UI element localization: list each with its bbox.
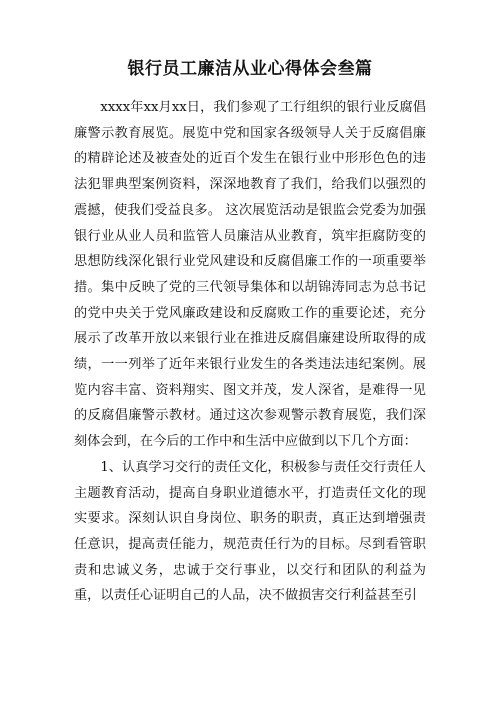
body-paragraph-2: 1、认真学习交行的责任文化，积极参与责任交行责任人主题教育活动，提高自身职业道德水平，打造责任文化的现实要求。深刻认识自身岗位、职务的职责，真正达到增强责任意识，提高责任能力，规范责任行为的目标。尽到看管职责和忠诚义务，忠诚于交行事业，以交行和团队的利益为重，以责任心证明自己的人品，决不做损害交行利益甚至引 — [74, 459, 426, 604]
document-title: 银行员工廉洁从业心得体会叁篇 — [127, 59, 373, 79]
document-body — [74, 95, 426, 609]
body-paragraph-1: xxxx年xx月xx日，我们参观了工行组织的银行业反腐倡廉警示教育展览。展览中党和国家各级领导人关于反腐倡廉的精辟论述及被查处的近百个发生在银行业中形形色色的违法犯罪典型案例资料，深深地教育了我们，给我们以强烈的震撼，使我们受益良多。 这次展览活动是银监会党委为加强银行业从业人员和监管人员廉洁从业教育，筑牢拒腐防变的思想防线深化银行业党风建设和反腐倡廉工作的一项重要举措。集中反映了党的三代领导集体和以胡锦涛同志为总书记的党中央关于党风廉政建设和反腐败工作的重要论述，充分展示了改革开放以来银行业在推进反腐倡廉建设所取得的成绩，一一列举了近年来银行业发生的各类违法违纪案例。展览内容丰富、资料翔实、图文并茂，发人深省，是难得一见的反腐倡廉警示教材。通过这次参观警示教育展览，我们深刻体会到，在今后的工作中和生活中应做到以下几个方面： — [74, 100, 426, 450]
